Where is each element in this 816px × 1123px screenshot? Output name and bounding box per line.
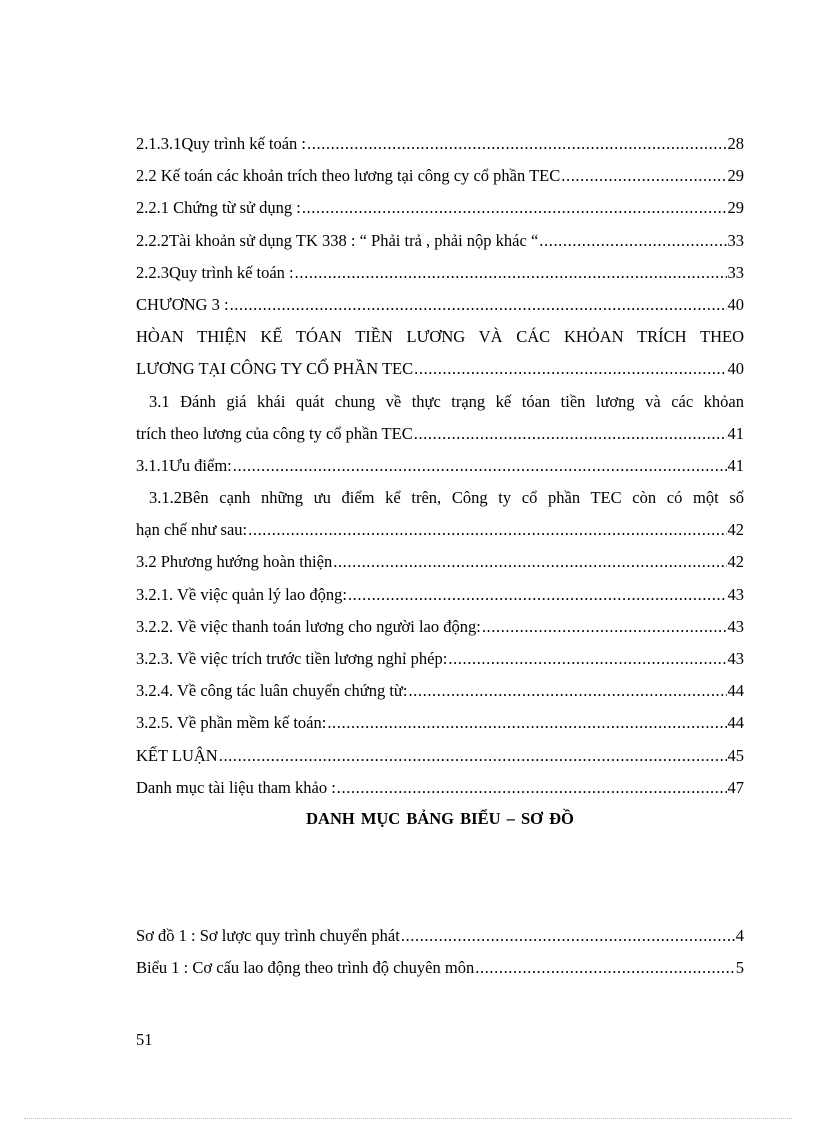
toc-entry-title: 3.2.4. Về công tác luân chuyển chứng từ: (136, 681, 408, 701)
figure-entry-title: Biểu 1 : Cơ cấu lao động theo trình độ chuyên môn (136, 958, 475, 978)
toc-entry-title: trích theo lương của công ty cổ phần TEC (136, 423, 413, 443)
toc-entry-title: hạn chế như sau: (136, 520, 248, 540)
list-heading: DANH MỤC BẢNG BIỂU – SƠ ĐỒ (306, 809, 574, 828)
toc-entry-title: 3.1.1Ưu điểm: (136, 455, 232, 475)
dot-leader (401, 920, 735, 952)
toc-entry-page: 42 (727, 520, 744, 540)
dot-leader (482, 611, 727, 643)
dot-leader (248, 514, 726, 546)
toc-entry-title: 3.2 Phương hướng hoàn thiện (136, 552, 333, 572)
toc-entry-page: 41 (727, 455, 744, 475)
dot-leader (230, 289, 727, 321)
toc-entry-title-line: 3.1 Đánh giá khái quát chung về thực trạng kế tóan tiền lương và các khỏan (149, 391, 744, 411)
figure-entry[interactable] (136, 920, 744, 952)
dot-leader (348, 579, 727, 611)
toc-entry-title: 2.2.2Tài khoản sử dụng TK 338 : “ Phải trả , phải nộp khác “ (136, 230, 539, 250)
toc-entry-page: 29 (727, 166, 744, 186)
toc-entry-page: 43 (727, 649, 744, 668)
page-number: 51 (136, 1030, 153, 1049)
toc-entry[interactable] (136, 353, 744, 385)
toc-entry-title: 2.2.1 Chứng từ sử dụng : (136, 198, 301, 218)
toc-entry[interactable] (136, 192, 744, 224)
dot-leader (337, 772, 727, 804)
toc-entry-title-line: HÒAN THIỆN KẾ TÓAN TIỀN LƯƠNG VÀ CÁC KHỎAN TRÍCH THEO (136, 327, 744, 347)
dot-leader (333, 546, 726, 578)
toc-entry[interactable] (136, 611, 744, 643)
figure-entry-title: Sơ đồ 1 : Sơ lược quy trình chuyển phát (136, 926, 400, 945)
dot-leader (233, 450, 727, 482)
toc-entry[interactable] (136, 707, 744, 739)
toc-entry-page: 43 (727, 616, 744, 636)
dot-leader (408, 675, 726, 707)
toc-entry-title: 2.1.3.1Quy trình kế toán : (136, 134, 307, 153)
toc-entry[interactable] (136, 257, 744, 289)
toc-entry-page: 29 (727, 198, 744, 218)
dot-leader (414, 353, 726, 385)
toc-entry-title: 3.2.3. Về việc trích trước tiền lương nghỉ phép: (136, 649, 448, 668)
toc-entry[interactable] (136, 675, 744, 707)
toc-entry-title-line: 3.1.2Bên cạnh những ưu điểm kể trên, Công ty cổ phần TEC còn có một số (149, 488, 744, 508)
toc-entry[interactable] (136, 514, 744, 546)
toc-entry[interactable] (136, 546, 744, 578)
toc-entry[interactable] (136, 772, 744, 804)
toc-entry[interactable] (136, 450, 744, 482)
toc-entry-page: 33 (727, 262, 744, 282)
page-bottom-divider (24, 1118, 792, 1119)
figure-entry-page: 5 (735, 958, 744, 978)
toc-entry-page: 44 (727, 713, 744, 733)
toc-entry[interactable] (136, 418, 744, 450)
figure-entry[interactable] (136, 952, 744, 984)
toc-entry-title: Danh mục tài liệu tham khảo : (136, 777, 336, 797)
toc-entry-page: 43 (727, 584, 744, 604)
toc-entry-title: 3.2.5. Về phần mềm kế toán: (136, 713, 327, 733)
toc-entry[interactable] (136, 160, 744, 192)
dot-leader (295, 257, 727, 289)
toc-entry-title: KẾT LUẬN (136, 745, 218, 765)
dot-leader (448, 643, 726, 675)
dot-leader (307, 128, 726, 160)
toc-entry[interactable] (136, 579, 744, 611)
toc-entry-page: 40 (727, 294, 744, 314)
dot-leader (219, 740, 727, 772)
toc-entry[interactable] (136, 225, 744, 257)
toc-entry-page: 41 (727, 423, 744, 443)
dot-leader (327, 707, 726, 739)
toc-entry-title: 2.2.3Quy trình kế toán : (136, 262, 294, 282)
figure-entry-page: 4 (735, 926, 744, 945)
toc-entry-page: 42 (727, 552, 744, 572)
toc-entry[interactable] (136, 740, 744, 772)
dot-leader (414, 418, 727, 450)
dot-leader (539, 225, 726, 257)
toc-entry-title: 2.2 Kế toán các khoản trích theo lương tại công cy cổ phần TEC (136, 166, 561, 186)
toc-entry-title: 3.2.1. Về việc quản lý lao động: (136, 584, 347, 604)
toc-entry-page: 33 (727, 230, 744, 250)
toc-entry-title: CHƯƠNG 3 : (136, 294, 229, 314)
toc-entry-title: LƯƠNG TẠI CÔNG TY CỔ PHẦN TEC (136, 359, 414, 379)
toc-entry-page: 47 (727, 777, 744, 797)
dot-leader (475, 952, 735, 984)
toc-entry-page: 40 (727, 359, 744, 379)
toc-entry-title: 3.2.2. Về việc thanh toán lương cho người lao động: (136, 616, 481, 636)
toc-entry[interactable] (136, 643, 744, 675)
toc-entry-page: 44 (727, 681, 744, 701)
toc-entry-page: 45 (727, 745, 744, 765)
toc-entry[interactable] (136, 128, 744, 160)
table-of-contents (136, 128, 744, 804)
figures-list (136, 920, 744, 984)
dot-leader (561, 160, 726, 192)
dot-leader (302, 192, 727, 224)
toc-entry[interactable] (136, 289, 744, 321)
toc-entry-page: 28 (727, 134, 744, 153)
